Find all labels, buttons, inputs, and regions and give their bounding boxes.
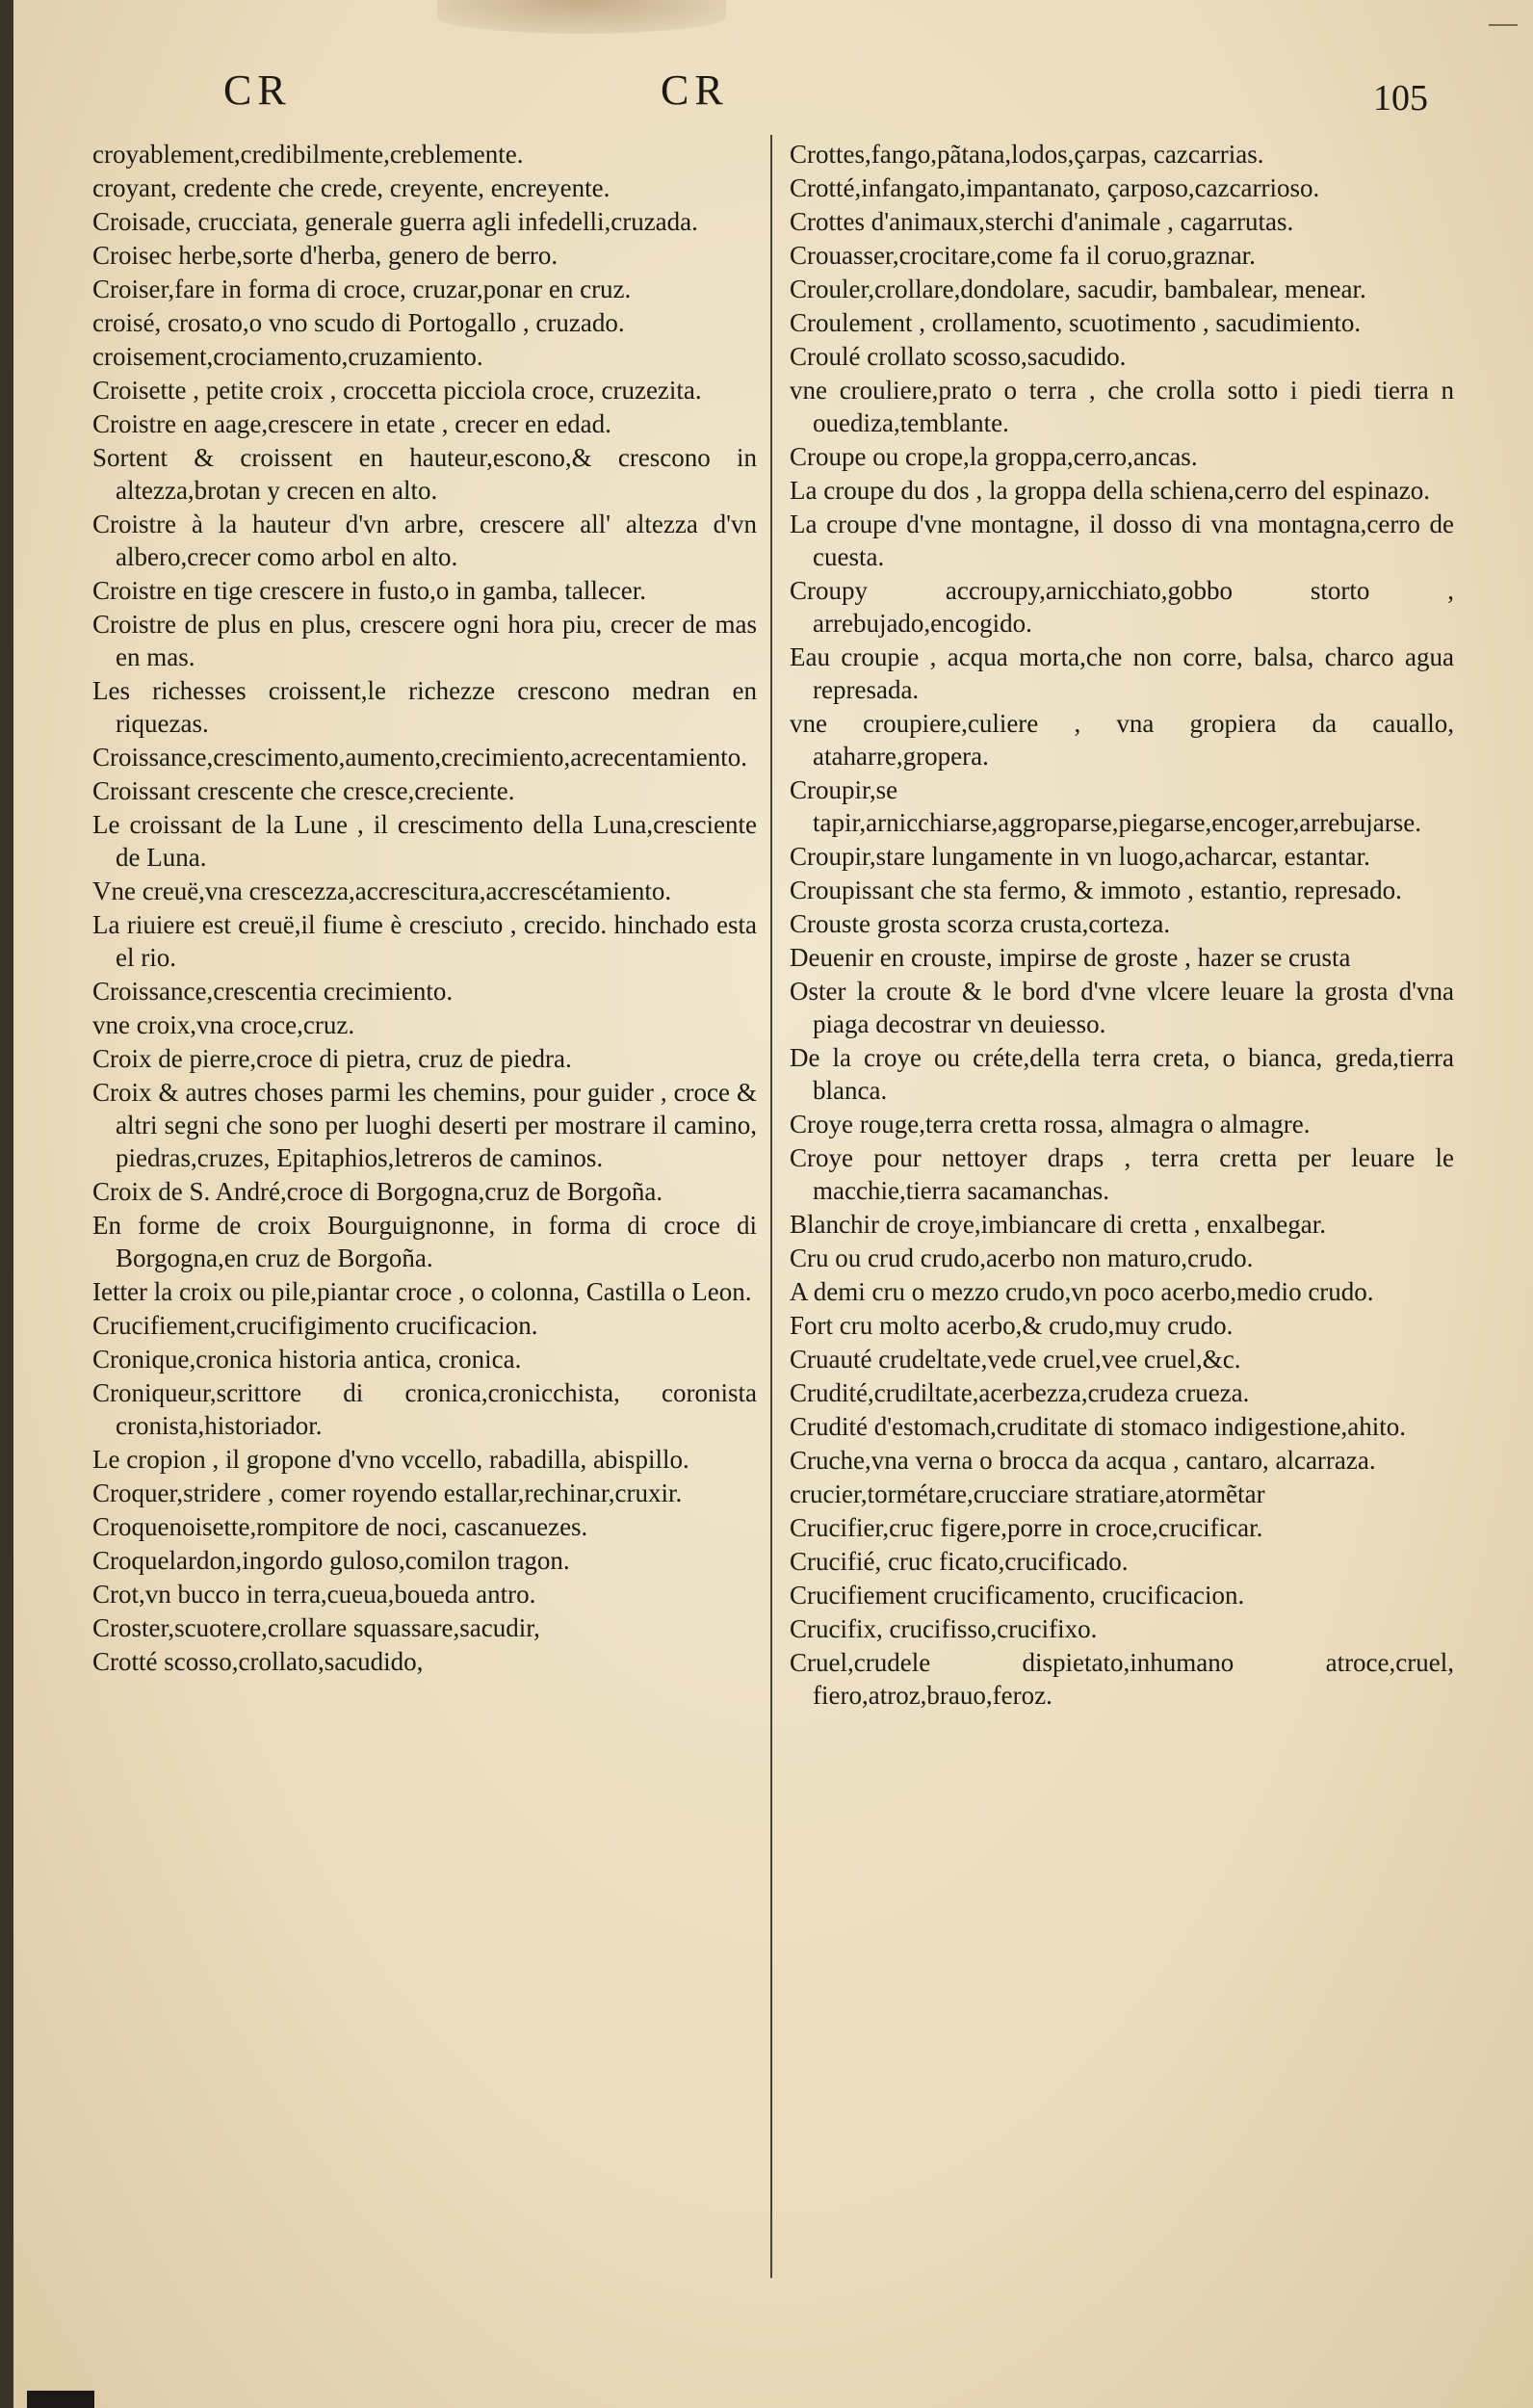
dictionary-entry: Crouste grosta scorza crusta,corteza. (790, 909, 1171, 938)
dictionary-entry: Croulement , crollamento, scuotimento , sacudimiento. (790, 308, 1362, 337)
dictionary-entry: De la croye ou créte,della terra creta, o bianca, greda,tierra blanca. (790, 1043, 1454, 1105)
dictionary-entry: Fort cru molto acerbo,& crudo,muy crudo. (790, 1311, 1234, 1340)
dictionary-entry: Deuenir en crouste, impirse de groste , hazer se crusta (790, 943, 1351, 972)
dictionary-entry: Crouler,crollare,dondolare, sacudir, bambalear, menear. (790, 275, 1366, 303)
dictionary-entry: Crouasser,crocitare,come fa il coruo,graznar. (790, 241, 1256, 270)
dictionary-entry: Croix de S. André,croce di Borgogna,cruz de Borgoña. (92, 1177, 663, 1206)
dictionary-entry: Vne creuë,vna crescezza,accrescitura,accrescétamiento. (92, 877, 672, 905)
dictionary-entry: Crot,vn bucco in terra,cueua,boueda antro. (92, 1580, 536, 1609)
dictionary-entry: croyant, credente che crede, creyente, encreyente. (92, 173, 611, 202)
dictionary-entry: La riuiere est creuë,il fiume è cresciuto , crecido. hinchado esta el rio. (92, 910, 757, 972)
dictionary-entry: Croniqueur,scrittore di cronica,cronicchista, coronista cronista,historiador. (92, 1378, 757, 1440)
column-divider (770, 135, 772, 2278)
page-flaw (1489, 24, 1518, 26)
dictionary-entry: Croistre en aage,crescere in etate , crecer en edad. (92, 409, 611, 438)
dictionary-entry: Croiser,fare in forma di croce, cruzar,ponar en cruz. (92, 275, 632, 303)
dictionary-entry: Croissance,crescentia crecimiento. (92, 977, 454, 1006)
dictionary-entry: Croissant crescente che cresce,creciente. (92, 776, 515, 805)
dictionary-entry: Cruel,crudele dispietato,inhumano atroce,cruel, fiero,atroz,brauo,feroz. (790, 1648, 1454, 1710)
dictionary-entry: Croster,scuotere,crollare squassare,sacudir, (92, 1613, 540, 1642)
dictionary-entry: crucier,tormétare,crucciare stratiare,atormẽtar (790, 1479, 1265, 1508)
page-number: 105 (1373, 78, 1428, 118)
right-column (790, 138, 1454, 1713)
dictionary-entry: Crottes d'animaux,sterchi d'animale , cagarrutas. (790, 207, 1294, 236)
dictionary-entry: Croissance,crescimento,aumento,crecimiento,acrecentamiento. (92, 743, 747, 772)
left-running-head: CR (223, 66, 292, 114)
dictionary-entry: Oster la croute & le bord d'vne vlcere leuare la grosta d'vna piaga decostrar vn deuiesso. (790, 977, 1454, 1038)
dictionary-entry: Les richesses croissent,le richezze crescono medran en riquezas. (92, 676, 757, 738)
dictionary-entry: Croix de pierre,croce di pietra, cruz de piedra. (92, 1044, 572, 1073)
dictionary-entry: vne croupiere,culiere , vna gropiera da cauallo, ataharre,gropera. (790, 709, 1454, 771)
dictionary-entry: Crottes,fango,pãtana,lodos,çarpas, cazcarrias. (790, 140, 1264, 169)
dictionary-entry: Crotté scosso,crollato,sacudido, (92, 1647, 424, 1676)
dictionary-entry: Ietter la croix ou pile,piantar croce , o colonna, Castilla o Leon. (92, 1277, 752, 1306)
dictionary-entry: Croquelardon,ingordo guloso,comilon tragon. (92, 1546, 570, 1575)
dictionary-entry: vne croix,vna croce,cruz. (92, 1010, 355, 1039)
page-stain (437, 0, 726, 34)
dictionary-entry: Croupir,stare lungamente in vn luogo,acharcar, estantar. (790, 842, 1370, 871)
dictionary-entry: A demi cru o mezzo crudo,vn poco acerbo,medio crudo. (790, 1277, 1374, 1306)
dictionary-entry: vne crouliere,prato o terra , che crolla sotto i piedi tierra n ouediza,temblante. (790, 376, 1454, 437)
dictionary-entry: La croupe du dos , la groppa della schiena,cerro del espinazo. (790, 476, 1430, 505)
dictionary-entry: croyablement,credibilmente,creblemente. (92, 140, 524, 169)
dictionary-entry: Le cropion , il gropone d'vno vccello, rabadilla, abispillo. (92, 1445, 689, 1474)
dictionary-entry: Croquer,stridere , comer royendo estallar,rechinar,cruxir. (92, 1479, 683, 1507)
dictionary-entry: Croisade, crucciata, generale guerra agli infedelli,cruzada. (92, 207, 698, 236)
dictionary-entry: Croupe ou crope,la groppa,cerro,ancas. (790, 442, 1198, 471)
dictionary-entry: Cronique,cronica historia antica, cronica. (92, 1345, 522, 1374)
dictionary-entry: La croupe d'vne montagne, il dosso di vna montagna,cerro de cuesta. (790, 510, 1454, 571)
dictionary-entry: Crucifié, cruc ficato,crucificado. (790, 1547, 1129, 1576)
dictionary-entry: croisé, crosato,o vno scudo di Portogallo , cruzado. (92, 308, 625, 337)
scan-edge-mark (27, 2391, 94, 2408)
dictionary-entry: Cruche,vna verna o brocca da acqua , cantaro, alcarraza. (790, 1446, 1376, 1475)
dictionary-entry: Croisec herbe,sorte d'herba, genero de berro. (92, 241, 559, 270)
dictionary-entry: Cruauté crudeltate,vede cruel,vee cruel,&c. (790, 1345, 1241, 1374)
dictionary-entry: Crucifiement,crucifigimento crucificacion. (92, 1311, 538, 1340)
dictionary-entry: Croupissant che sta fermo, & immoto , estantio, represado. (790, 876, 1402, 904)
dictionary-entry: Croix & autres choses parmi les chemins, pour guider , croce & altri segni che sono per luoghi deserti per mostrare il camino, piedras,cruzes, Epitaphios,letreros de caminos. (92, 1078, 757, 1172)
right-running-head: CR (661, 66, 729, 114)
dictionary-entry: Croye rouge,terra cretta rossa, almagra o almagre. (790, 1110, 1311, 1139)
dictionary-entry: Crudité,crudiltate,acerbezza,crudeza crueza. (790, 1378, 1250, 1407)
dictionary-entry: Cru ou crud crudo,acerbo non maturo,crudo. (790, 1243, 1254, 1272)
dictionary-entry: Crucifix, crucifisso,crucifixo. (790, 1614, 1098, 1643)
dictionary-entry: Croisette , petite croix , croccetta picciola croce, cruzezita. (92, 376, 702, 405)
dictionary-entry: Croye pour nettoyer draps , terra cretta per leuare le macchie,tierra sacamanchas. (790, 1143, 1454, 1205)
dictionary-entry: croisement,crociamento,cruzamiento. (92, 342, 483, 371)
dictionary-entry: Croistre à la hauteur d'vn arbre, crescere all' altezza d'vn albero,crecer como arbol en alto. (92, 510, 757, 571)
dictionary-entry: Croupir,se tapir,arnicchiarse,aggroparse,piegarse,encoger,arrebujarse. (790, 775, 1421, 837)
dictionary-entry: Crudité d'estomach,cruditate di stomaco indigestione,ahito. (790, 1412, 1406, 1441)
dictionary-entry: Blanchir de croye,imbiancare di cretta , enxalbegar. (790, 1210, 1326, 1239)
dictionary-entry: Croistre en tige crescere in fusto,o in gamba, tallecer. (92, 576, 647, 605)
dictionary-entry: Crotté,infangato,impantanato, çarposo,cazcarrioso. (790, 173, 1320, 202)
dictionary-entry: Crucifiement crucificamento, crucificacion. (790, 1581, 1245, 1610)
dictionary-entry: Croquenoisette,rompitore de noci, cascanuezes. (92, 1512, 588, 1541)
book-page (13, 0, 1533, 2408)
dictionary-entry: Croulé crollato scosso,sacudido. (790, 342, 1127, 371)
dictionary-entry: En forme de croix Bourguignonne, in forma di croce di Borgogna,en cruz de Borgoña. (92, 1211, 757, 1272)
dictionary-entry: Crucifier,cruc figere,porre in croce,crucificar. (790, 1513, 1263, 1542)
dictionary-entry: Croistre de plus en plus, crescere ogni hora piu, crecer de mas en mas. (92, 610, 757, 671)
left-column (92, 138, 757, 1679)
dictionary-entry: Eau croupie , acqua morta,che non corre, balsa, charco agua represada. (790, 642, 1454, 704)
dictionary-entry: Le croissant de la Lune , il crescimento della Luna,cresciente de Luna. (92, 810, 757, 872)
dictionary-entry: Sortent & croissent en hauteur,escono,& crescono in altezza,brotan y crecen en alto. (92, 443, 757, 505)
dictionary-entry: Croupy accroupy,arnicchiato,gobbo storto , arrebujado,encogido. (790, 576, 1454, 638)
